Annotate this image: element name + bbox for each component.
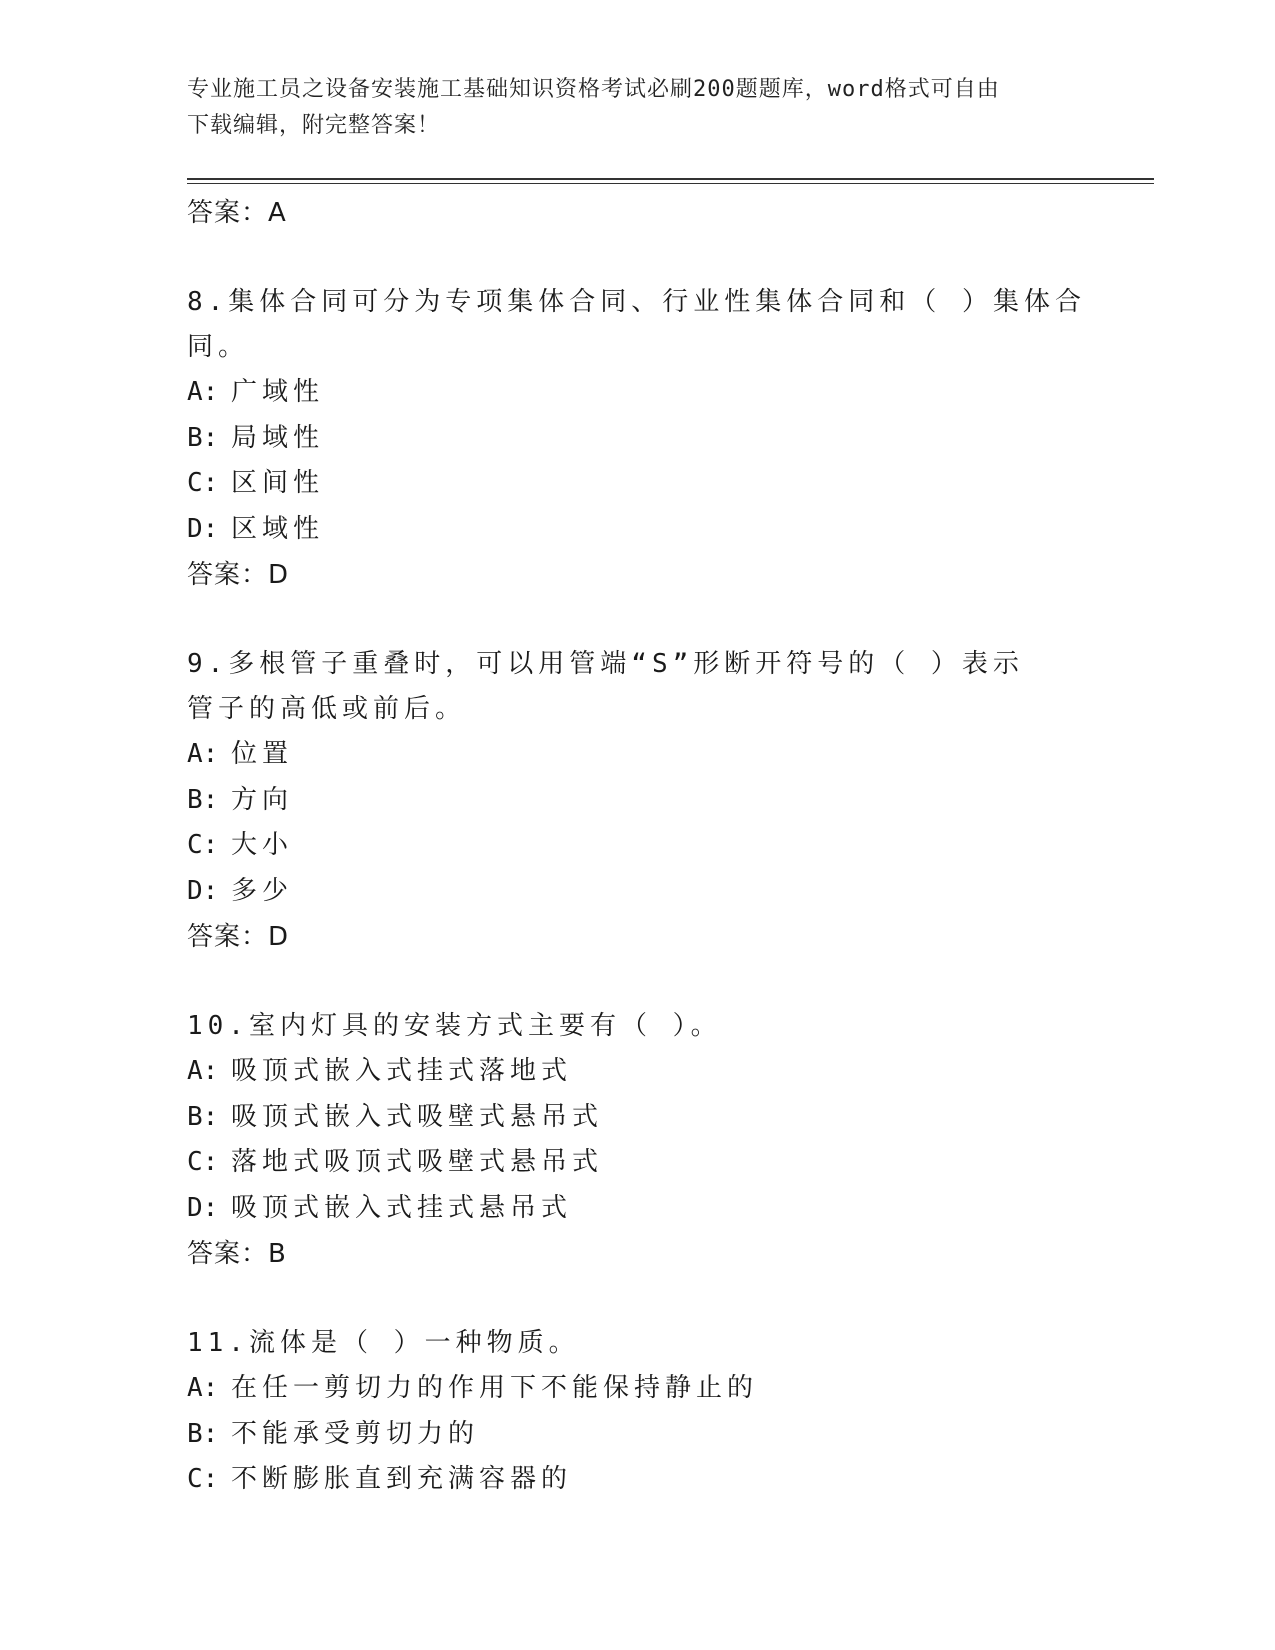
- option-text: 不能承受剪切力的: [231, 1418, 480, 1449]
- option-text: 局域性: [231, 422, 325, 453]
- option-text: 区域性: [231, 513, 325, 544]
- option-text: 不断膨胀直到充满容器的: [231, 1464, 573, 1494]
- option-label: A:: [187, 1056, 219, 1086]
- option-label: D:: [187, 513, 219, 544]
- option-text: 广域性: [231, 377, 325, 407]
- question-block: [187, 280, 1087, 598]
- option-label: D:: [187, 1192, 219, 1223]
- question-list: [187, 190, 1087, 1503]
- option-label: A:: [187, 739, 219, 769]
- header-rule-thin: [187, 183, 1154, 184]
- option-d: [187, 869, 1087, 915]
- answer-line: 答案：D: [187, 922, 290, 952]
- spacer: [187, 598, 1087, 642]
- header-rule-thick: [187, 178, 1154, 180]
- question-block: [187, 642, 1087, 960]
- option-b: [187, 1095, 1087, 1141]
- option-label: B:: [187, 422, 219, 453]
- option-label: C:: [187, 1147, 219, 1177]
- option-c: [187, 1140, 1087, 1186]
- option-c: [187, 1457, 1087, 1503]
- question-stem: 8.集体合同可分为专项集体合同、行业性集体合同和（ ）集体合同。: [187, 287, 1086, 362]
- option-c: [187, 461, 1087, 507]
- spacer: [187, 1277, 1087, 1321]
- option-text: 多少: [231, 875, 294, 906]
- option-label: C:: [187, 1464, 219, 1494]
- option-label: A:: [187, 377, 219, 407]
- spacer: [187, 236, 1087, 280]
- option-text: 在任一剪切力的作用下不能保持静止的: [231, 1373, 759, 1403]
- option-a: [187, 1366, 1087, 1412]
- spacer: [187, 960, 1087, 1004]
- question-stem: 10.室内灯具的安装方式主要有（ ）。: [187, 1011, 722, 1041]
- option-text: 落地式吸顶式吸壁式悬吊式: [231, 1147, 604, 1177]
- header-line-1: 专业施工员之设备安装施工基础知识资格考试必刷200题题库，word格式可自由: [187, 77, 1000, 102]
- option-b: [187, 1412, 1087, 1458]
- question-stem: 11.流体是（ ）一种物质。: [187, 1328, 580, 1358]
- answer-line: 答案：D: [187, 560, 290, 590]
- option-b: [187, 416, 1087, 462]
- answer-line: 答案：A: [187, 198, 287, 228]
- option-text: 吸顶式嵌入式挂式落地式: [231, 1056, 573, 1086]
- option-a: [187, 1049, 1087, 1095]
- option-text: 吸顶式嵌入式吸壁式悬吊式: [231, 1101, 604, 1132]
- header-line-2: 下载编辑，附完整答案！: [187, 113, 441, 138]
- option-d: [187, 1186, 1087, 1232]
- option-text: 位置: [231, 739, 294, 769]
- option-label: B:: [187, 784, 219, 815]
- option-label: D:: [187, 875, 219, 906]
- option-text: 吸顶式嵌入式挂式悬吊式: [231, 1192, 573, 1223]
- answer-line: 答案：B: [187, 1239, 287, 1269]
- option-label: B:: [187, 1101, 219, 1132]
- option-b: [187, 778, 1087, 824]
- option-label: B:: [187, 1418, 219, 1449]
- option-label: C:: [187, 830, 219, 860]
- option-label: C:: [187, 468, 219, 498]
- option-text: 区间性: [231, 468, 325, 498]
- option-label: A:: [187, 1373, 219, 1403]
- option-text: 方向: [231, 784, 294, 815]
- option-d: [187, 507, 1087, 553]
- question-stem: 9.多根管子重叠时，可以用管端“S”形断开符号的（ ）表示管子的高低或前后。: [187, 649, 1024, 724]
- question-block: [187, 1321, 1087, 1503]
- question-block: [187, 1004, 1087, 1277]
- option-text: 大小: [231, 830, 294, 860]
- option-a: [187, 732, 1087, 778]
- document-header: [187, 72, 1067, 144]
- option-c: [187, 823, 1087, 869]
- option-a: [187, 370, 1087, 416]
